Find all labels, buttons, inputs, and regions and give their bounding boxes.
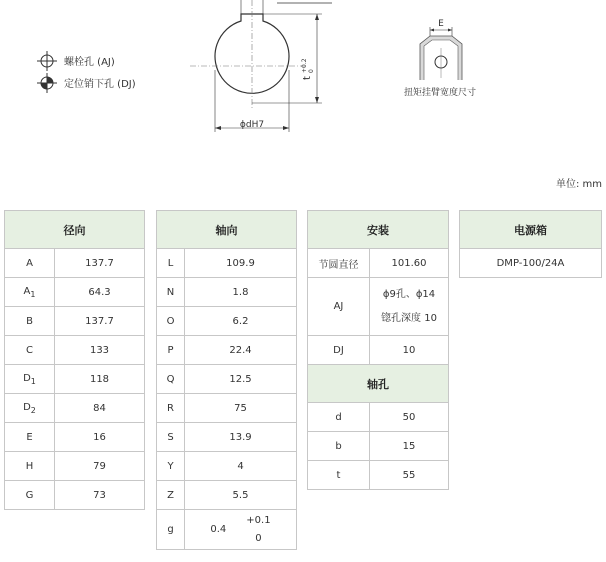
row-name: $A_1$ (5, 278, 55, 307)
row-name: P (157, 336, 185, 365)
table-row (5, 452, 145, 481)
shaft-bore-title: 轴孔 (308, 365, 449, 403)
bore-diagram (190, 0, 332, 132)
power-box-model-link[interactable]: DMP-100/24A (460, 249, 602, 278)
row-name: N (157, 278, 185, 307)
row-name: d (308, 403, 370, 432)
row-value: 137.7 (55, 249, 145, 278)
row-name: Z (157, 481, 185, 510)
row-name: b (308, 432, 370, 461)
table-row (308, 249, 449, 278)
table-row (5, 307, 145, 336)
table-row (157, 510, 297, 550)
dj-name: DJ (308, 336, 370, 365)
axial-g-value: 0.4 (210, 524, 227, 535)
row-value: 15 (370, 432, 449, 461)
axial-g-tol-lower: 0 (255, 532, 262, 544)
row-name: t (308, 461, 370, 490)
power-box-table (459, 210, 602, 278)
aj-name: AJ (308, 278, 370, 336)
torque-arm-label: 扭矩挂臂宽度尺寸 (403, 88, 477, 98)
table-row (5, 249, 145, 278)
table-row (157, 423, 297, 452)
unit-label: 单位: mm (555, 179, 602, 190)
row-name: Q (157, 365, 185, 394)
row-value: 137.7 (55, 307, 145, 336)
axial-table (156, 210, 297, 550)
table-row (157, 307, 297, 336)
keyway-dim-label (301, 58, 315, 80)
table-row (157, 249, 297, 278)
table-row (5, 481, 145, 510)
table-row (308, 461, 449, 490)
radial-table (4, 210, 145, 510)
row-value: 118 (55, 365, 145, 394)
dj-value: 10 (370, 336, 449, 365)
row-value: 4 (185, 452, 297, 481)
torque-arm-diagram (420, 27, 462, 80)
dowel-hole-label: 定位销下孔 (DJ) (64, 79, 136, 90)
dowel-hole-symbol (37, 73, 57, 93)
row-name: R (157, 394, 185, 423)
power-box-title: 电源箱 (460, 211, 602, 249)
table-row (5, 423, 145, 452)
row-value: 133 (55, 336, 145, 365)
row-value: 16 (55, 423, 145, 452)
bolt-hole-label: 螺栓孔 (AJ) (64, 57, 115, 68)
axial-title: 轴向 (157, 211, 297, 249)
row-name: $D_2$ (5, 394, 55, 423)
row-value: 79 (55, 452, 145, 481)
row-value: 22.4 (185, 336, 297, 365)
row-name: C (5, 336, 55, 365)
table-row (5, 365, 145, 394)
axial-g-name: g (157, 510, 185, 550)
row-name: O (157, 307, 185, 336)
table-row (308, 278, 449, 336)
row-value: 84 (55, 394, 145, 423)
row-value: 109.9 (185, 249, 297, 278)
row-name: E (5, 423, 55, 452)
table-row (157, 336, 297, 365)
row-value: 75 (185, 394, 297, 423)
row-name: L (157, 249, 185, 278)
radial-title: 径向 (5, 211, 145, 249)
bolt-hole-symbol (37, 51, 57, 71)
aj-line2: 锪孔深度 10 (381, 312, 437, 324)
row-value: 13.9 (185, 423, 297, 452)
pcd-name: 节圆直径 (308, 249, 370, 278)
row-name: S (157, 423, 185, 452)
svg-text:t: t (302, 76, 313, 80)
row-value: 64.3 (55, 278, 145, 307)
aj-line1: ϕ9孔、ϕ14 (382, 288, 436, 300)
table-row (5, 278, 145, 307)
row-value: 55 (370, 461, 449, 490)
table-row (308, 336, 449, 365)
mounting-title: 安装 (308, 211, 449, 249)
row-value: 5.5 (185, 481, 297, 510)
svg-text:+0.2: +0.2 (301, 58, 308, 73)
mounting-table (307, 210, 449, 490)
row-name: A (5, 249, 55, 278)
row-value: 1.8 (185, 278, 297, 307)
table-row (308, 432, 449, 461)
table-row (5, 394, 145, 423)
row-name: G (5, 481, 55, 510)
row-name: B (5, 307, 55, 336)
row-value: 12.5 (185, 365, 297, 394)
svg-text:0: 0 (308, 69, 315, 73)
table-row (157, 278, 297, 307)
table-row (5, 336, 145, 365)
table-row (157, 394, 297, 423)
row-value: 50 (370, 403, 449, 432)
row-name: $D_1$ (5, 365, 55, 394)
bore-label: ϕdH7 (239, 120, 265, 130)
axial-g-tol-upper: +0.1 (246, 514, 271, 526)
technical-drawing (0, 0, 606, 200)
row-name: Y (157, 452, 185, 481)
table-row (157, 481, 297, 510)
table-row (157, 452, 297, 481)
row-value: 73 (55, 481, 145, 510)
table-row (460, 249, 602, 278)
pcd-value: 101.60 (370, 249, 449, 278)
row-value: 6.2 (185, 307, 297, 336)
torque-arm-dim-label: E (438, 19, 444, 29)
table-row (308, 403, 449, 432)
table-row (157, 365, 297, 394)
row-name: H (5, 452, 55, 481)
